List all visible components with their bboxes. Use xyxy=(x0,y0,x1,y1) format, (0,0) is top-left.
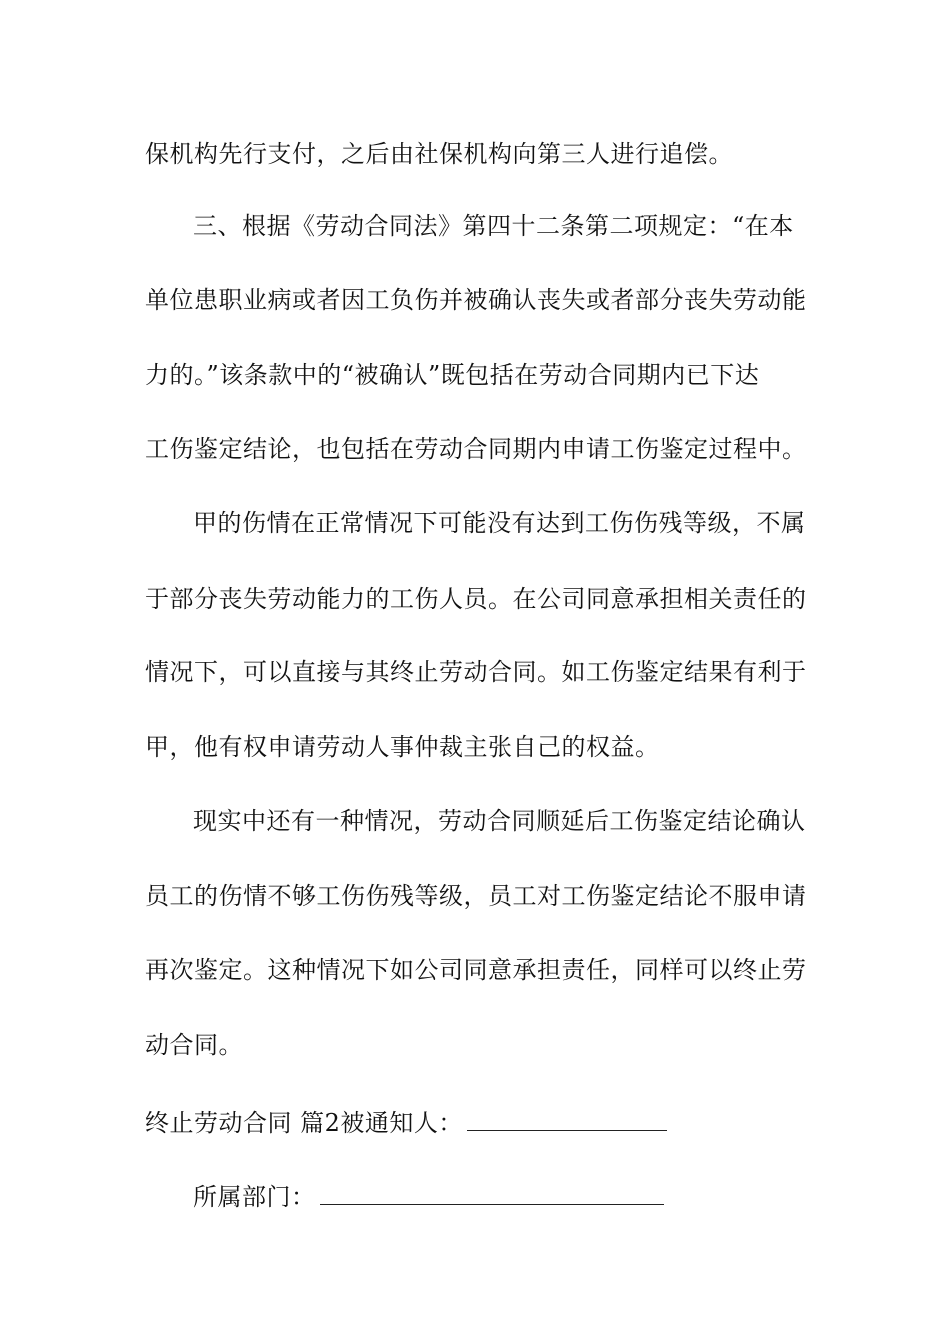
paragraph-line: 工伤鉴定结论，也包括在劳动合同期内申请工伤鉴定过程中。 xyxy=(145,435,807,463)
notified-person-label: 终止劳动合同 篇2被通知人： xyxy=(145,1109,463,1137)
notified-person-blank[interactable] xyxy=(467,1108,667,1131)
paragraph-line: 再次鉴定。这种情况下如公司同意承担责任，同样可以终止劳 xyxy=(145,956,807,984)
paragraph-line: 动合同。 xyxy=(145,1031,243,1059)
paragraph-line: 甲，他有权申请劳动人事仲裁主张自己的权益。 xyxy=(145,733,660,761)
paragraph-line: 现实中还有一种情况，劳动合同顺延后工伤鉴定结论确认 xyxy=(193,807,806,835)
paragraph-line: 情况下，可以直接与其终止劳动合同。如工伤鉴定结果有利于 xyxy=(145,658,807,686)
paragraph-line: 于部分丧失劳动能力的工伤人员。在公司同意承担相关责任的 xyxy=(145,585,807,613)
paragraph-line: 甲的伤情在正常情况下可能没有达到工伤伤残等级，不属 xyxy=(193,509,806,537)
department-label: 所属部门： xyxy=(193,1183,316,1211)
paragraph-line: 保机构先行支付，之后由社保机构向第三人进行追偿。 xyxy=(145,140,733,168)
paragraph-line: 单位患职业病或者因工负伤并被确认丧失或者部分丧失劳动能 xyxy=(145,286,807,314)
paragraph-line: 力的。”该条款中的“被确认”既包括在劳动合同期内已下达 xyxy=(145,361,760,389)
paragraph-line: 三、根据《劳动合同法》第四十二条第二项规定：“在本 xyxy=(193,212,794,240)
department-row xyxy=(193,1182,664,1212)
department-blank[interactable] xyxy=(320,1182,664,1205)
paragraph-line: 员工的伤情不够工伤伤残等级，员工对工伤鉴定结论不服申请 xyxy=(145,882,807,910)
notified-person-row xyxy=(145,1108,667,1138)
